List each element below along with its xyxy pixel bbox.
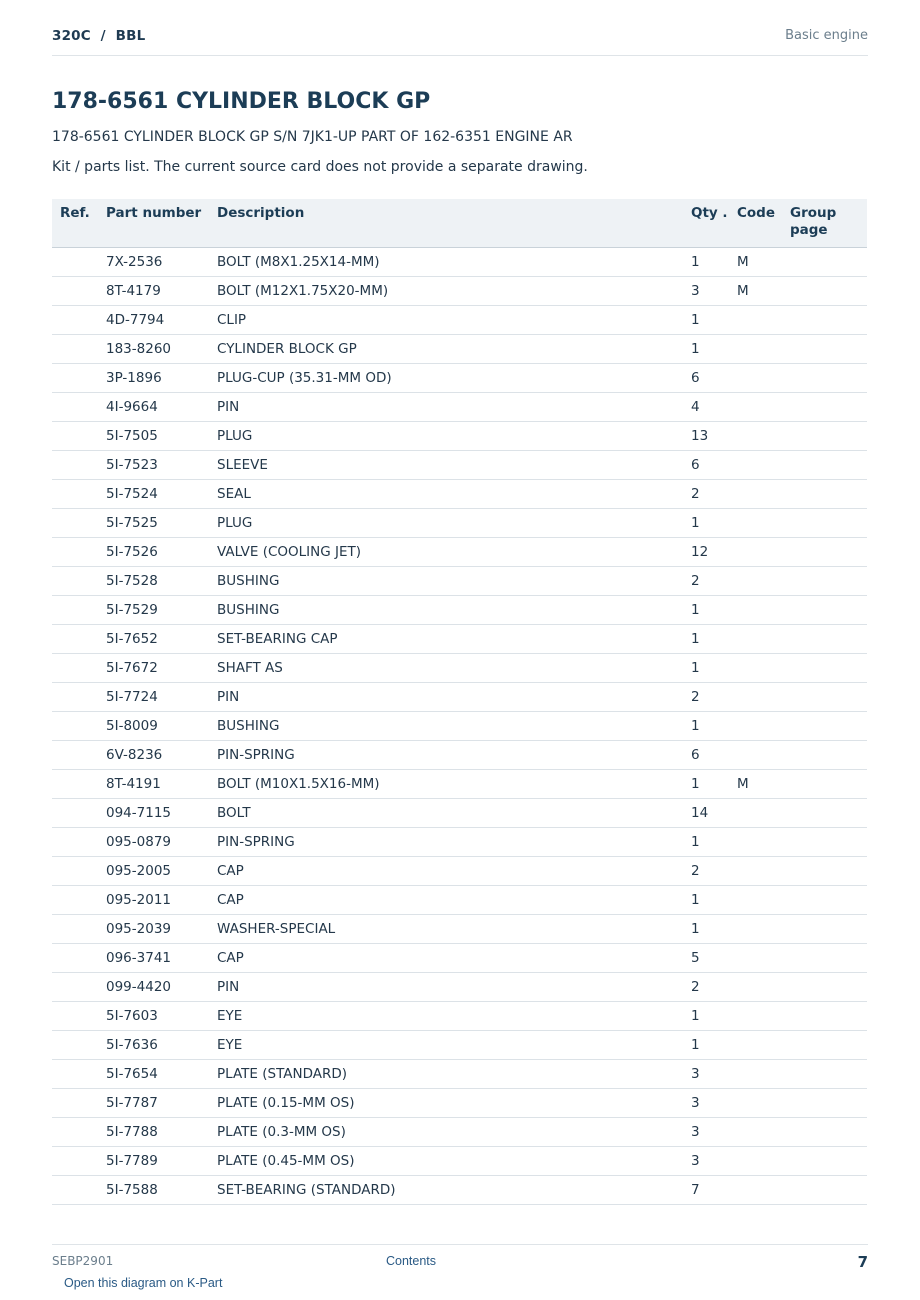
cell-qty: 13 <box>683 422 729 451</box>
cell-ref <box>52 857 98 886</box>
cell-group-page <box>782 1060 867 1089</box>
cell-description: BOLT (M8X1.25X14-MM) <box>209 248 683 277</box>
cell-group-page <box>782 1176 867 1205</box>
cell-code <box>729 799 782 828</box>
table-row <box>52 1089 867 1118</box>
table-row <box>52 1176 867 1205</box>
table-row <box>52 857 867 886</box>
table-row <box>52 828 867 857</box>
cell-code <box>729 654 782 683</box>
table-row <box>52 1118 867 1147</box>
cell-ref <box>52 944 98 973</box>
cell-ref <box>52 828 98 857</box>
cell-ref <box>52 538 98 567</box>
table-row <box>52 886 867 915</box>
cell-code <box>729 596 782 625</box>
cell-ref <box>52 451 98 480</box>
cell-ref <box>52 712 98 741</box>
table-row <box>52 741 867 770</box>
cell-code <box>729 567 782 596</box>
cell-ref <box>52 1060 98 1089</box>
cell-ref <box>52 973 98 1002</box>
cell-description: PLATE (0.15-MM OS) <box>209 1089 683 1118</box>
cell-ref <box>52 509 98 538</box>
cell-qty: 2 <box>683 567 729 596</box>
cell-part-number: 099-4420 <box>98 973 209 1002</box>
table-row <box>52 306 867 335</box>
cell-group-page <box>782 422 867 451</box>
cell-group-page <box>782 364 867 393</box>
cell-qty: 1 <box>683 654 729 683</box>
cell-qty: 2 <box>683 480 729 509</box>
cell-description: EYE <box>209 1031 683 1060</box>
cell-part-number: 095-2039 <box>98 915 209 944</box>
cell-qty: 3 <box>683 1147 729 1176</box>
cell-code <box>729 915 782 944</box>
cell-code <box>729 944 782 973</box>
cell-code <box>729 1089 782 1118</box>
column-header-part-number: Part number <box>98 199 209 248</box>
cell-part-number: 5I-7524 <box>98 480 209 509</box>
cell-code <box>729 335 782 364</box>
cell-description: PLATE (0.3-MM OS) <box>209 1118 683 1147</box>
cell-code <box>729 886 782 915</box>
table-row <box>52 248 867 277</box>
cell-qty: 7 <box>683 1176 729 1205</box>
cell-description: PIN-SPRING <box>209 828 683 857</box>
cell-part-number: 5I-7652 <box>98 625 209 654</box>
cell-group-page <box>782 973 867 1002</box>
cell-description: SHAFT AS <box>209 654 683 683</box>
cell-code <box>729 422 782 451</box>
cell-code <box>729 1060 782 1089</box>
cell-description: CAP <box>209 944 683 973</box>
cell-description: EYE <box>209 1002 683 1031</box>
cell-code <box>729 973 782 1002</box>
cell-ref <box>52 915 98 944</box>
cell-qty: 1 <box>683 1002 729 1031</box>
table-header-row <box>52 199 867 248</box>
cell-code <box>729 480 782 509</box>
table-row <box>52 625 867 654</box>
page-subtitle: 178-6561 CYLINDER BLOCK GP S/N 7JK1-UP PART OF 162-6351 ENGINE AR <box>52 129 573 145</box>
cell-code <box>729 741 782 770</box>
cell-ref <box>52 480 98 509</box>
cell-part-number: 4D-7794 <box>98 306 209 335</box>
cell-ref <box>52 1031 98 1060</box>
cell-qty: 1 <box>683 596 729 625</box>
page-footer <box>52 1244 868 1275</box>
cell-ref <box>52 654 98 683</box>
cell-description: PIN-SPRING <box>209 741 683 770</box>
cell-part-number: 5I-7529 <box>98 596 209 625</box>
cell-description: VALVE (COOLING JET) <box>209 538 683 567</box>
table-row <box>52 1147 867 1176</box>
cell-description: PLATE (STANDARD) <box>209 1060 683 1089</box>
cell-code <box>729 306 782 335</box>
cell-code <box>729 1147 782 1176</box>
cell-description: SET-BEARING CAP <box>209 625 683 654</box>
cell-code: M <box>729 248 782 277</box>
cell-group-page <box>782 596 867 625</box>
table-row <box>52 393 867 422</box>
table-row <box>52 770 867 799</box>
cell-part-number: 8T-4191 <box>98 770 209 799</box>
cell-group-page <box>782 654 867 683</box>
cell-group-page <box>782 393 867 422</box>
cell-ref <box>52 625 98 654</box>
page-title: 178-6561 CYLINDER BLOCK GP <box>52 89 431 114</box>
table-row <box>52 422 867 451</box>
cell-part-number: 5I-7526 <box>98 538 209 567</box>
cell-qty: 14 <box>683 799 729 828</box>
cell-part-number: 5I-7789 <box>98 1147 209 1176</box>
cell-ref <box>52 1089 98 1118</box>
table-row <box>52 335 867 364</box>
column-header-group-page: Group page <box>782 199 867 248</box>
cell-group-page <box>782 683 867 712</box>
cell-description: SEAL <box>209 480 683 509</box>
cell-group-page <box>782 625 867 654</box>
cell-part-number: 3P-1896 <box>98 364 209 393</box>
column-header-qty: Qty . <box>683 199 729 248</box>
cell-qty: 1 <box>683 509 729 538</box>
cell-group-page <box>782 1031 867 1060</box>
cell-qty: 1 <box>683 625 729 654</box>
cell-qty: 6 <box>683 741 729 770</box>
cell-qty: 2 <box>683 857 729 886</box>
cell-ref <box>52 683 98 712</box>
cell-qty: 3 <box>683 1118 729 1147</box>
parts-table <box>52 199 867 1205</box>
cell-code <box>729 393 782 422</box>
cell-description: PLUG <box>209 509 683 538</box>
cell-qty: 6 <box>683 364 729 393</box>
cell-group-page <box>782 944 867 973</box>
table-row <box>52 596 867 625</box>
cell-ref <box>52 1002 98 1031</box>
cell-qty: 3 <box>683 1089 729 1118</box>
page-number: 7 <box>857 1253 868 1271</box>
table-row <box>52 944 867 973</box>
cell-qty: 1 <box>683 335 729 364</box>
table-row <box>52 451 867 480</box>
cell-part-number: 7X-2536 <box>98 248 209 277</box>
cell-part-number: 5I-7603 <box>98 1002 209 1031</box>
cell-part-number: 096-3741 <box>98 944 209 973</box>
cell-ref <box>52 596 98 625</box>
cell-qty: 1 <box>683 915 729 944</box>
cell-group-page <box>782 770 867 799</box>
cell-description: BOLT (M12X1.75X20-MM) <box>209 277 683 306</box>
cell-description: PIN <box>209 393 683 422</box>
cell-qty: 6 <box>683 451 729 480</box>
cell-group-page <box>782 509 867 538</box>
cell-ref <box>52 770 98 799</box>
cell-description: CAP <box>209 886 683 915</box>
cell-ref <box>52 277 98 306</box>
cell-qty: 1 <box>683 770 729 799</box>
cell-group-page <box>782 1118 867 1147</box>
cell-ref <box>52 393 98 422</box>
cell-code <box>729 1118 782 1147</box>
cell-code: M <box>729 277 782 306</box>
table-row <box>52 799 867 828</box>
cell-part-number: 5I-7672 <box>98 654 209 683</box>
cell-group-page <box>782 277 867 306</box>
cell-code <box>729 451 782 480</box>
parts-table-body <box>52 248 867 1205</box>
table-row <box>52 915 867 944</box>
cell-code: M <box>729 770 782 799</box>
cell-group-page <box>782 538 867 567</box>
cell-description: PLUG-CUP (35.31-MM OD) <box>209 364 683 393</box>
cell-part-number: 6V-8236 <box>98 741 209 770</box>
table-row <box>52 364 867 393</box>
cell-qty: 1 <box>683 828 729 857</box>
table-row <box>52 277 867 306</box>
cell-code <box>729 1002 782 1031</box>
cell-qty: 1 <box>683 306 729 335</box>
cell-description: CYLINDER BLOCK GP <box>209 335 683 364</box>
cell-group-page <box>782 306 867 335</box>
cell-ref <box>52 799 98 828</box>
cell-code <box>729 1031 782 1060</box>
page-header <box>52 28 868 56</box>
cell-ref <box>52 364 98 393</box>
cell-code <box>729 683 782 712</box>
cell-part-number: 5I-7528 <box>98 567 209 596</box>
cell-part-number: 095-2011 <box>98 886 209 915</box>
cell-ref <box>52 335 98 364</box>
cell-description: SLEEVE <box>209 451 683 480</box>
cell-qty: 2 <box>683 973 729 1002</box>
cell-code <box>729 364 782 393</box>
cell-ref <box>52 741 98 770</box>
cell-ref <box>52 1118 98 1147</box>
cell-ref <box>52 567 98 596</box>
cell-group-page <box>782 1147 867 1176</box>
table-row <box>52 1031 867 1060</box>
cell-part-number: 095-0879 <box>98 828 209 857</box>
cell-part-number: 094-7115 <box>98 799 209 828</box>
cell-code <box>729 828 782 857</box>
cell-qty: 1 <box>683 1031 729 1060</box>
cell-description: CLIP <box>209 306 683 335</box>
cell-group-page <box>782 451 867 480</box>
cell-description: WASHER-SPECIAL <box>209 915 683 944</box>
cell-group-page <box>782 480 867 509</box>
cell-qty: 2 <box>683 683 729 712</box>
cell-code <box>729 712 782 741</box>
cell-ref <box>52 1147 98 1176</box>
cell-group-page <box>782 567 867 596</box>
cell-qty: 3 <box>683 1060 729 1089</box>
cell-qty: 1 <box>683 712 729 741</box>
cell-group-page <box>782 335 867 364</box>
document-id: SEBP2901 <box>52 1254 114 1268</box>
cell-qty: 1 <box>683 248 729 277</box>
cell-ref <box>52 306 98 335</box>
cell-part-number: 5I-7788 <box>98 1118 209 1147</box>
cell-part-number: 5I-7588 <box>98 1176 209 1205</box>
cell-description: PIN <box>209 973 683 1002</box>
table-row <box>52 567 867 596</box>
table-row <box>52 1060 867 1089</box>
cell-description: BUSHING <box>209 712 683 741</box>
table-row <box>52 509 867 538</box>
cell-group-page <box>782 712 867 741</box>
table-row <box>52 654 867 683</box>
cell-description: PLUG <box>209 422 683 451</box>
cell-description: SET-BEARING (STANDARD) <box>209 1176 683 1205</box>
cell-description: BUSHING <box>209 596 683 625</box>
cell-group-page <box>782 828 867 857</box>
cell-code <box>729 509 782 538</box>
table-row <box>52 973 867 1002</box>
cell-qty: 12 <box>683 538 729 567</box>
column-header-code: Code <box>729 199 782 248</box>
cell-part-number: 5I-7636 <box>98 1031 209 1060</box>
cell-group-page <box>782 915 867 944</box>
cell-group-page <box>782 248 867 277</box>
cell-code <box>729 1176 782 1205</box>
cell-group-page <box>782 741 867 770</box>
cell-code <box>729 625 782 654</box>
contents-link[interactable]: Contents <box>386 1254 437 1268</box>
table-row <box>52 1002 867 1031</box>
open-diagram-link[interactable]: Open this diagram on K-Part <box>64 1276 223 1290</box>
cell-description: CAP <box>209 857 683 886</box>
cell-group-page <box>782 799 867 828</box>
cell-qty: 5 <box>683 944 729 973</box>
cell-description: BOLT <box>209 799 683 828</box>
cell-qty: 3 <box>683 277 729 306</box>
column-header-ref: Ref. <box>52 199 98 248</box>
cell-part-number: 5I-8009 <box>98 712 209 741</box>
cell-part-number: 5I-7724 <box>98 683 209 712</box>
cell-part-number: 5I-7525 <box>98 509 209 538</box>
cell-part-number: 5I-7505 <box>98 422 209 451</box>
cell-group-page <box>782 1002 867 1031</box>
cell-part-number: 4I-9664 <box>98 393 209 422</box>
cell-code <box>729 538 782 567</box>
cell-description: BOLT (M10X1.5X16-MM) <box>209 770 683 799</box>
table-row <box>52 538 867 567</box>
source-note: Kit / parts list. The current source card does not provide a separate drawing. <box>52 159 588 175</box>
cell-qty: 1 <box>683 886 729 915</box>
cell-qty: 4 <box>683 393 729 422</box>
cell-group-page <box>782 1089 867 1118</box>
cell-part-number: 095-2005 <box>98 857 209 886</box>
table-row <box>52 480 867 509</box>
cell-ref <box>52 248 98 277</box>
table-row <box>52 683 867 712</box>
cell-group-page <box>782 886 867 915</box>
cell-part-number: 183-8260 <box>98 335 209 364</box>
cell-description: PLATE (0.45-MM OS) <box>209 1147 683 1176</box>
cell-part-number: 5I-7523 <box>98 451 209 480</box>
cell-ref <box>52 886 98 915</box>
cell-group-page <box>782 857 867 886</box>
cell-code <box>729 857 782 886</box>
cell-description: PIN <box>209 683 683 712</box>
column-header-description: Description <box>209 199 683 248</box>
cell-part-number: 5I-7787 <box>98 1089 209 1118</box>
section-label: Basic engine <box>785 28 868 43</box>
table-row <box>52 712 867 741</box>
cell-ref <box>52 1176 98 1205</box>
cell-part-number: 8T-4179 <box>98 277 209 306</box>
cell-description: BUSHING <box>209 567 683 596</box>
breadcrumb: 320C / BBL <box>52 28 146 44</box>
cell-part-number: 5I-7654 <box>98 1060 209 1089</box>
cell-ref <box>52 422 98 451</box>
